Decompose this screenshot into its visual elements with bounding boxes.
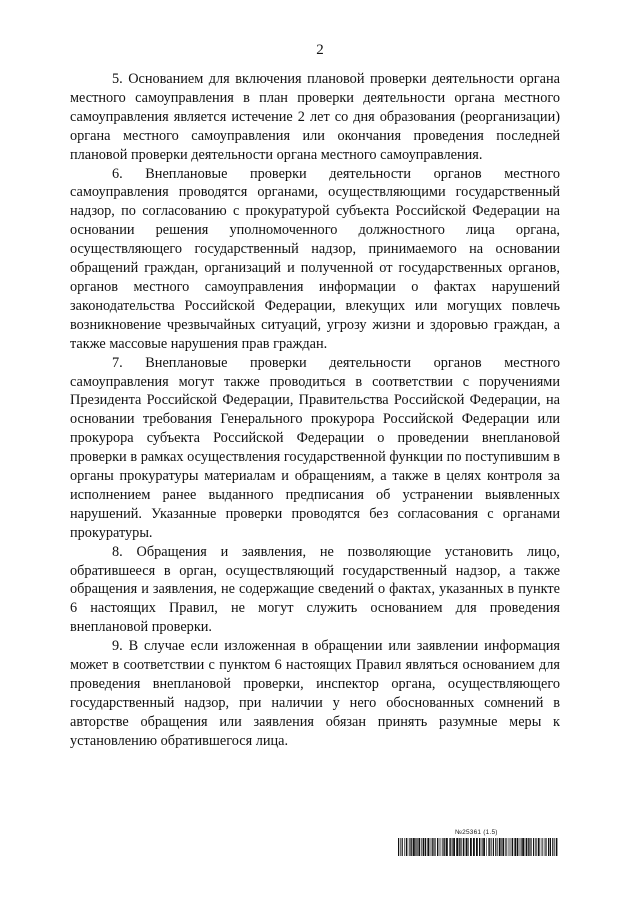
barcode-bar [489,838,490,856]
barcode-bar [465,838,466,856]
barcode-bar [427,838,429,856]
barcode-bar [550,838,551,856]
barcode-bar [491,838,492,856]
barcode-bar [432,838,433,856]
barcode-bar [528,838,529,856]
paragraph-6: 6. Внеплановые проверки деятельности органов местного самоуправления проводятся органами, осуществляющими государственный надзор, по согласованию с прокуратурой субъекта Российской Федерации на основании решения уполномоченного должностного лица органа, осуществляющего государственный надзор, принимаемого на основании обращений граждан, организаций и полученной от государственных органов, органов местного самоуправления информации о фактах нарушений законодательства Российской Федерации, влекущих или могущих повлечь возникновение чрезвычайных ситуаций, угрозу жизни и здоровью граждан, а также массовые нарушения прав граждан. [70,165,560,352]
barcode-bar [545,838,546,856]
barcode-bar [505,838,506,856]
barcode-bar [521,838,522,856]
barcode-bar [413,838,415,856]
barcode-bar [400,838,401,856]
page-number: 2 [316,42,324,58]
barcode-bar [468,838,469,856]
barcode-bar [476,838,478,856]
barcode-bar [409,838,410,856]
paragraph-5: 5. Основанием для включения плановой проверки деятельности органа местного самоуправления в план проверки деятельности органа местного самоуправления является истечение 2 лет со дня образования (реорганизации) органа местного самоуправления или окончания проведения последней плановой проверки деятельности органа местного самоуправления. [70,71,560,163]
barcode-bar [542,838,543,856]
barcode-bar [502,838,504,856]
barcode-bar [511,838,512,856]
barcode-bar [441,838,442,856]
barcode-bar [508,838,509,856]
barcode-bar [449,838,450,856]
barcode-bar [483,838,485,856]
barcode-bar [554,838,555,856]
barcode-bar [463,838,464,856]
barcode-bar [522,838,524,856]
barcode-bar [538,838,540,856]
barcode-bar [486,838,487,856]
barcode-bar [459,838,460,856]
barcode-bar [466,838,468,856]
document-number: №25361 (1.5) [455,829,498,836]
document-body [70,70,560,751]
barcode-bar [430,838,431,856]
paragraph-7: 7. Внеплановые проверки деятельности органов местного самоуправления могут также проводиться в соответствии с поручениями Президента Российской Федерации, Правительства Российской Федерации, на основании требования Генерального прокурора Российской Федерации или прокурора субъекта Российской Федерации о проведении внеплановой проверки в рамках осуществления государственной функции по поступившим в органы прокуратуры материалам и обращениям, а также в целях контроля за исполнением ранее выданного предписания об устранении выявленных нарушений. Указанные проверки проводятся без согласования с органами прокуратуры. [70,354,560,541]
barcode-bar [425,838,426,856]
barcode-bar [435,838,436,856]
barcode-bar [544,838,545,856]
barcode-bar [437,838,438,856]
paragraph-8: 8. Обращения и заявления, не позволяющие установить лицо, обратившееся в орган, осуществляющий государственный надзор, а также обращения и заявления, не содержащие сведений о фактах, указанных в пункте 6 настоящих Правил, не могут служить основанием для проведения внеплановой проверки. [70,543,560,636]
barcode-bar [473,838,475,856]
barcode-bar [408,838,409,856]
barcode-bar [439,838,440,856]
barcode-bar [415,838,416,856]
barcode-bar [520,838,521,856]
barcode-bar [417,838,418,856]
barcode-bar [481,838,482,856]
barcode-bar [452,838,453,856]
barcode-bar [525,838,526,856]
barcode-bar [556,838,557,856]
barcode-bar [546,838,547,856]
barcode-bar [493,838,494,856]
barcode-bar [501,838,502,856]
barcode-bar [453,838,455,856]
barcode-bar [519,838,520,856]
barcode-bar [488,838,489,856]
barcode-bar [442,838,443,856]
barcode-bar [446,838,448,856]
barcode-bar [497,838,498,856]
barcode-bar [552,838,553,856]
barcode-bar [450,838,451,856]
barcode-bar [423,838,425,856]
barcode-bar [411,838,412,856]
barcode-bar [548,838,549,856]
barcode-bar [512,838,513,856]
barcode-bar [398,838,399,856]
barcode-bar [514,838,516,856]
barcode-bar [406,838,407,856]
barcode-bar [531,838,532,856]
barcode-bar [433,838,434,856]
barcode-bar [529,838,530,856]
barcode-bar [495,838,496,856]
barcode-bar [444,838,445,856]
barcode-bar [526,838,527,856]
barcode-bar [402,838,403,856]
barcode-bar [479,838,480,856]
barcode-bar [517,838,518,856]
barcode-bar [404,838,405,856]
barcode-bar [460,838,461,856]
barcode-bar [470,838,472,856]
barcode-bar [535,838,536,856]
barcode-bar [482,838,483,856]
barcode-bar [533,838,534,856]
barcode-bar [456,838,458,856]
barcode-bar [418,838,420,856]
barcode-bar [541,838,542,856]
barcode-bar [421,838,422,856]
barcode-bar [510,838,511,856]
barcode-image [398,838,558,856]
paragraph-9: 9. В случае если изложенная в обращении или заявлении информация может в соответствии с пунктом 6 настоящих Правил являться основанием для проведения внеплановой проверки, инспектор органа, осуществляющего государственный надзор, при наличии у него обоснованных сомнений в авторстве обращения или заявления обязан принять разумные меры к установлению обратившегося лица. [70,638,560,749]
barcode-bar [499,838,501,856]
